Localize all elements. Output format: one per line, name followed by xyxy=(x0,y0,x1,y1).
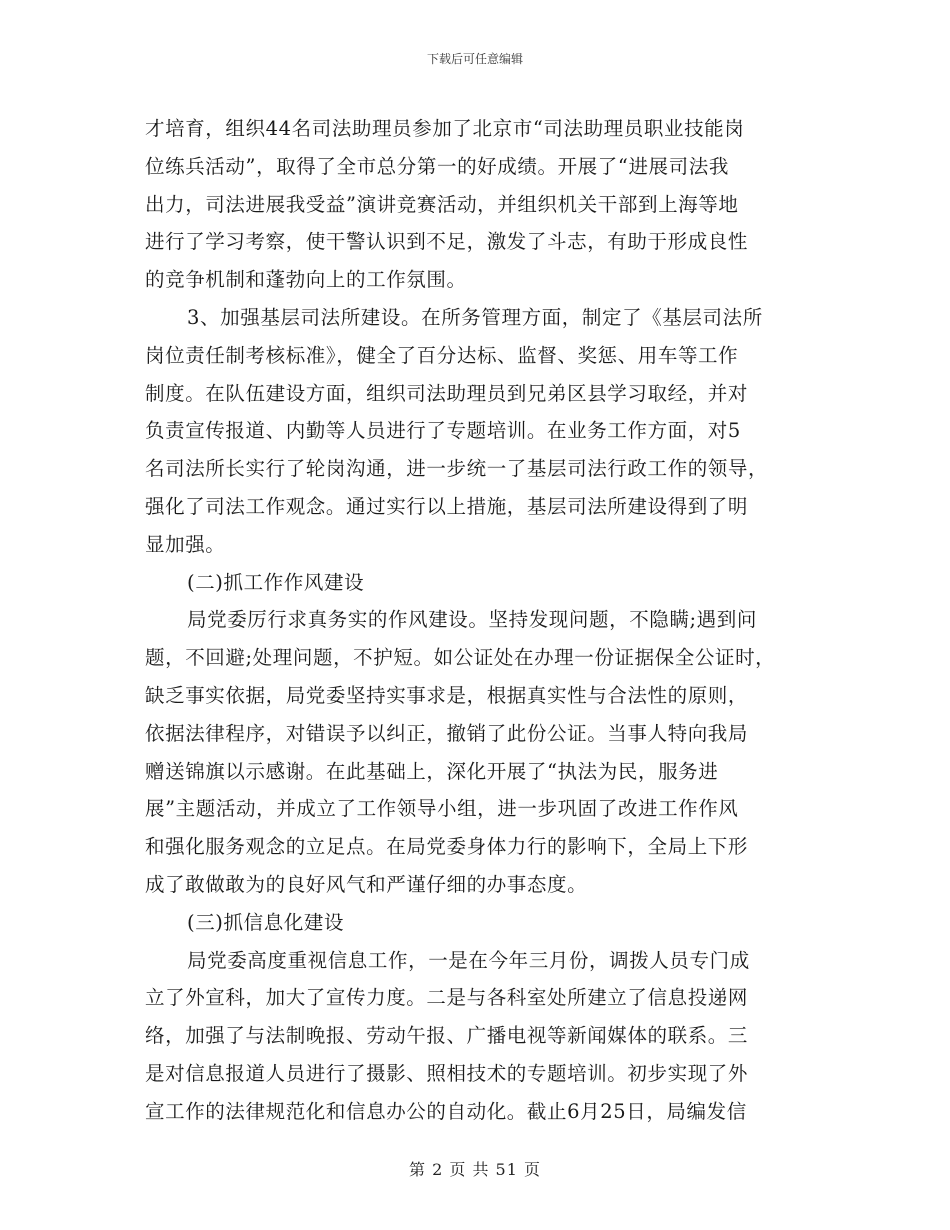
body-line: 的竞争机制和蓬勃向上的工作氛围。 xyxy=(145,268,467,292)
body-line: 依据法律程序，对错误予以纠正，撤销了此份公证。当事人特向我局 xyxy=(145,721,749,745)
paragraph-start-line: 局党委高度重视信息工作，一是在今年三月份，调拨人员专门成 xyxy=(187,948,750,972)
body-line: 立了外宣科，加大了宣传力度。二是与各科室处所建立了信息投递网 xyxy=(145,986,749,1010)
body-line: 是对信息报道人员进行了摄影、照相技术的专题培训。初步实现了外 xyxy=(145,1061,749,1085)
body-line: 位练兵活动”，取得了全市总分第一的好成绩。开展了“进展司法我 xyxy=(145,154,729,178)
body-line: 题，不回避;处理问题，不护短。如公证处在办理一份证据保全公证时， xyxy=(145,646,776,670)
body-line: 显加强。 xyxy=(145,532,226,556)
body-line: 络，加强了与法制晚报、劳动午报、广播电视等新闻媒体的联系。三 xyxy=(145,1024,749,1048)
body-line: 名司法所长实行了轮岗沟通，进一步统一了基层司法行政工作的领导， xyxy=(145,457,769,481)
body-line: 赠送锦旗以示感谢。在此基础上，深化开展了“执法为民，服务进 xyxy=(145,759,719,783)
section-heading: (三)抓信息化建设 xyxy=(187,910,345,934)
body-line: 展”主题活动，并成立了工作领导小组，进一步巩固了改进工作作风 xyxy=(145,797,739,821)
body-line: 出力，司法进展我受益”演讲竞赛活动，并组织机关干部到上海等地 xyxy=(145,192,739,216)
paragraph-start-line: 局党委厉行求真务实的作风建设。坚持发现问题，不隐瞒;遇到问 xyxy=(187,608,757,632)
paragraph-start-line: 3、加强基层司法所建设。在所务管理方面，制定了《基层司法所 xyxy=(187,305,763,329)
body-line: 才培育，组织44名司法助理员参加了北京市“司法助理员职业技能岗 xyxy=(145,117,745,140)
body-line: 宣工作的法律规范化和信息办公的自动化。截止6月25日，局编发信 xyxy=(145,1099,747,1123)
body-line: 缺乏事实依据，局党委坚持实事求是，根据真实性与合法性的原则， xyxy=(145,683,749,707)
section-heading: (二)抓工作作风建设 xyxy=(187,570,365,594)
body-line: 和强化服务观念的立足点。在局党委身体力行的影响下，全局上下形 xyxy=(145,835,749,859)
page-number-footer: 第 2 页 共 51 页 xyxy=(409,1160,541,1179)
page-header: 下载后可任意编辑 xyxy=(426,52,523,66)
body-line: 成了敢做敢为的良好风气和严谨仔细的办事态度。 xyxy=(145,872,588,896)
body-line: 强化了司法工作观念。通过实行以上措施，基层司法所建设得到了明 xyxy=(145,494,749,518)
body-line: 负责宣传报道、内勤等人员进行了专题培训。在业务工作方面，对5 xyxy=(145,419,741,443)
document-body xyxy=(145,110,813,1131)
body-line: 岗位责任制考核标准》，健全了百分达标、监督、奖惩、用车等工作 xyxy=(145,343,739,367)
body-line: 制度。在队伍建设方面，组织司法助理员到兄弟区县学习取经，并对 xyxy=(145,381,749,405)
body-line: 进行了学习考察，使干警认识到不足，激发了斗志，有助于形成良性 xyxy=(145,230,749,254)
